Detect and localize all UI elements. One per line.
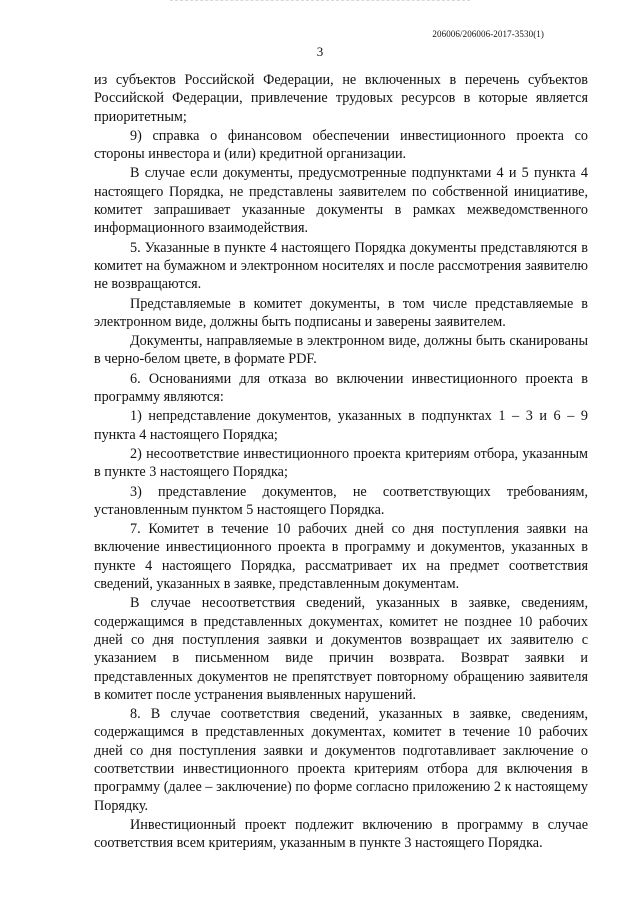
paragraph-item-9: 9) справка о финансовом обеспечении инвестиционного проекта со стороны инвестора и (или) кредитной организации. — [94, 127, 588, 163]
paragraph-inclusion: Инвестиционный проект подлежит включению в программу в случае соответствия всем критериям, указанным в пункте 3 настоящего Порядка. — [94, 816, 588, 852]
paragraph-pdf-format: Документы, направляемые в электронном виде, должны быть сканированы в черно-белом цвете, в формате PDF. — [94, 333, 588, 368]
document-body — [94, 71, 588, 852]
paragraph-refusal-1: 1) непредставление документов, указанных в подпунктах 1 – 3 и 6 – 9 пункта 4 настоящего Порядка; — [94, 408, 588, 443]
paragraph-clause-5: 5. Указанные в пункте 4 настоящего Порядка документы представляются в комитет на бумажном и электронном носителях и после рассмотрения заявителю не возвращаются. — [94, 239, 588, 293]
paragraph-refusal-3: 3) представление документов, не соответствующих требованиям, установленным пунктом 5 настоящего Порядка. — [94, 483, 588, 518]
paragraph-clause-8: 8. В случае соответствия сведений, указанных в заявке, сведениям, содержащимся в представленных документах, комитет в течение 10 рабочих дней со дня поступления заявки и документов подготавливает заключение о соответствии инвестиционного проекта критериям отбора для включения в программу (далее – заключение) по форме согласно приложению 2 к настоящему Порядку. — [94, 706, 588, 814]
page-number: 3 — [316, 44, 324, 59]
paragraph-clause-6: 6. Основаниями для отказа во включении инвестиционного проекта в программу являются: — [94, 370, 588, 406]
paragraph-continuation: из субъектов Российской Федерации, не включенных в перечень субъектов Российской Федерации, привлечение трудовых ресурсов в которые является приоритетным; — [94, 72, 588, 125]
scan-artifact-line — [170, 0, 470, 3]
document-code: 206006/206006-2017-3530(1) — [432, 29, 544, 39]
paragraph-refusal-2: 2) несоответствие инвестиционного проекта критериям отбора, указанным в пункте 3 настоящего Порядка; — [94, 445, 588, 481]
paragraph-signing: Представляемые в комитет документы, в том числе представляемые в электронном виде, должны быть подписаны и заверены заявителем. — [94, 295, 588, 330]
paragraph-clause-7: 7. Комитет в течение 10 рабочих дней со дня поступления заявки на включение инвестиционного проекта в программу и документов, указанных в пункте 4 настоящего Порядка, рассматривает их на предмет соответствия сведений, указанных в заявке, представленным документам. — [94, 521, 588, 593]
paragraph-interagency-request: В случае если документы, предусмотренные подпунктами 4 и 5 пункта 4 настоящего Порядка, не представлены заявителем по собственной инициативе, комитет запрашивает указанные документы в рамках межведомственного информационного взаимодействия. — [94, 165, 588, 237]
paragraph-mismatch-return: В случае несоответствия сведений, указанных в заявке, сведениям, содержащимся в представленных документах, комитет не позднее 10 рабочих дней со дня поступления заявки и документов возвращает их заявителю с указанием в письменном виде причин возврата. Возврат заявки и представленных документов не препятствует повторному обращению заявителя в комитет после устранения выявленных нарушений. — [94, 595, 588, 703]
